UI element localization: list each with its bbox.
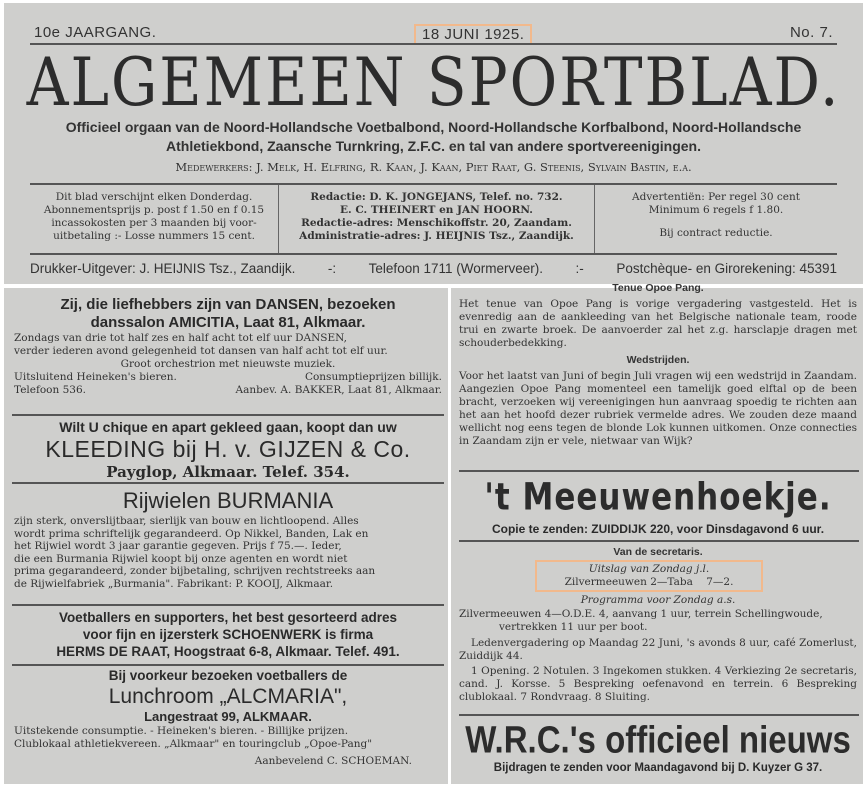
- publisher-line: [30, 261, 837, 276]
- info-line: Minimum 6 regels f 1.80.: [648, 204, 784, 216]
- ad-text: Consumptieprijzen billijk.: [304, 371, 442, 383]
- masthead-subtitle: [44, 118, 823, 156]
- separator: :-: [575, 261, 584, 276]
- ad-text: Aanbev. A. BAKKER, Laat 81, Alkmaar.: [235, 384, 442, 396]
- program-heading: Programma voor Zondag a.s.: [580, 594, 736, 606]
- paragraph: 1 Opening. 2 Notulen. 3 Ingekomen stukken. 4 Verkiezing 2e secretaris, cand. J. Korsse. 5 Bespreking oefenavond en terrein. 6 Bespreking clublokaal. 7 Rondvraag. 8 Sluiting.: [459, 665, 857, 703]
- ad-text: zijn sterk, onverslijtbaar, sierlijk van bouw en lichtloopend. Alles: [14, 515, 359, 527]
- advertisement-column: [4, 288, 448, 784]
- result-teams: Zilvermeeuwen 2—Taba: [564, 576, 693, 588]
- result-box: [537, 562, 761, 590]
- subtitle-line-2: Athletiekbond, Zaansche Turnkring, Z.F.C. en tal van andere sportvereenigingen.: [166, 138, 701, 154]
- ad-text: Uitsluitend Heineken's bieren.: [14, 371, 177, 383]
- postcheque: Postchèque- en Girorekening: 45391: [616, 261, 837, 276]
- separator: -:: [327, 261, 337, 276]
- editorial-info: [278, 185, 594, 253]
- section-heading: Wedstrijden.: [626, 354, 690, 366]
- ad-text: de Rijwielfabriek „Burmania". Fabrikant: P. KOOIJ, Alkmaar.: [14, 577, 334, 590]
- section-heading: Van de secretaris.: [613, 546, 703, 558]
- paragraph: Het tenue van Opoe Pang is vorige vergadering vastgesteld. Het is evenredig aan de aankleeding van het Belgische nationale team, roode trui en zwarte broek. De aanvoerder zal het z.g. harsclapje dragen met schouderbedekking.: [459, 298, 857, 349]
- contributions-address: Bijdragen te zenden voor Maandagavond bij D. Kuyzer G 37.: [493, 762, 823, 774]
- ad-amicitia: [14, 296, 442, 397]
- ad-text: Aanbevelend C. SCHOEMAN.: [254, 755, 412, 767]
- telephone: Telefoon 1711 (Wormerveer).: [368, 261, 543, 276]
- ad-burmania: [14, 487, 442, 590]
- info-line: Abonnementsprijs p. post f 1.50 en f 0.15: [43, 204, 265, 216]
- info-line: Administratie-adres: J. HEIJNIS Tsz., Zaandijk.: [299, 230, 574, 242]
- ad-title: Lunchroom „ALCMARIA",: [108, 685, 348, 708]
- ad-title: Rijwielen BURMANIA: [122, 488, 334, 513]
- ad-text: die een Burmania Rijwiel koopt bij onze agenten en wordt niet: [14, 552, 348, 565]
- copy-address: Copie te zenden: ZUIDDIJK 220, voor Dinsdagavond 6 uur.: [491, 522, 825, 536]
- info-line: uitbetaling :- Losse nummers 15 cent.: [53, 230, 255, 242]
- ad-text: Uitstekende consumptie. - Heineken's bieren. - Billijke prijzen.: [14, 725, 349, 737]
- result-line: [541, 576, 757, 589]
- ad-text-row: [14, 371, 442, 384]
- ad-headline: HERMS DE RAAT, Hoogstraat 6-8, Alkmaar. Telef. 491.: [56, 644, 400, 659]
- info-line: E. C. THEINERT en JAN HOORN.: [340, 204, 533, 216]
- ad-headline: Bij voorkeur bezoeken voetballers de: [108, 668, 348, 683]
- ad-headline: voor fijn en ijzersterk SCHOENWERK is firma: [82, 627, 374, 642]
- ad-divider: [12, 664, 444, 666]
- newspaper-title: ALGEMEEN SPORTBLAD.: [26, 43, 841, 122]
- ad-text: verder iederen avond gelegenheid tot dansen van half acht tot elf uur.: [14, 345, 388, 357]
- ad-divider: [12, 414, 444, 416]
- advertising-info: [594, 185, 837, 253]
- ad-schoenwerk: [14, 609, 442, 660]
- ad-divider: [12, 482, 444, 484]
- program-line: vertrekken 11 uur per boot.: [499, 621, 648, 633]
- info-box: [30, 183, 837, 255]
- result-heading: Uitslag van Zondag j.l.: [588, 563, 710, 575]
- ad-address: Langestraat 99, ALKMAAR.: [144, 709, 312, 724]
- info-line: incassokosten per 3 maanden bij voor-: [51, 217, 257, 229]
- column-divider: [459, 470, 859, 472]
- paragraph: Voor het laatst van Juni of begin Juli vragen wij een wedstrijd in Zaandam. Aangezien Opoe Pang momenteel een tamelijk goed elftal op de been bracht, verzoeken wij vereenigingen hun aanvraag spoedig te richten aan het aan het hoofd dezer rubriek vermelde adres. We zouden deze maand wellicht nog eens tegen de blonde Lok kunnen uitkomen. Onze connecties in Zaandam zijn er vele, nietwaar van Wijk?: [459, 370, 857, 447]
- column-divider: [459, 540, 859, 542]
- section-title: W.R.C.'s officieel nieuws: [465, 718, 851, 761]
- column-divider: [459, 714, 859, 716]
- jaargang: 10e JAARGANG.: [34, 24, 157, 41]
- info-line: Advertentiën: Per regel 30 cent: [632, 191, 800, 203]
- info-line: Bij contract reductie.: [659, 227, 773, 239]
- ad-text: wordt prima schriftelijk gegarandeerd. Op Nikkel, Banden, Lak en: [14, 527, 369, 540]
- ad-divider: [12, 604, 444, 606]
- program-line: Zilvermeeuwen 4—O.D.E. 4, aanvang 1 uur, terrein Schellingwoude,: [459, 608, 823, 620]
- info-line: Redactie: D. K. JONGEJANS, Telef. no. 732.: [310, 191, 563, 203]
- ad-text: Clublokaal athletiekvereen. „Alkmaar" en touringclub „Opoe-Pang": [14, 738, 373, 750]
- subtitle-line-1: Officieel orgaan van de Noord-Hollandsche Voetbalbond, Noord-Hollandsche Korfbalbond, Noord-Hollandsche: [65, 119, 802, 135]
- masthead-top-line: [34, 19, 833, 41]
- paragraph: Ledenvergadering op Maandag 22 Juni, 's avonds 8 uur, café Zomerlust, Zuiddijk 44.: [459, 637, 857, 662]
- result-highlight: [537, 562, 761, 590]
- ad-gijzen: [14, 419, 442, 481]
- ad-headline: Voetballers en supporters, het best gesorteerd adres: [58, 610, 398, 625]
- publisher: Drukker-Uitgever: J. HEIJNIS Tsz., Zaandijk.: [30, 261, 296, 276]
- ad-alcmaria: [14, 668, 442, 768]
- ad-text: het Rijwiel wordt 3 jaar garantie gegeven. Prijs f 75.—. Ieder,: [14, 540, 342, 552]
- section-title: 't Meeuwenhoekje.: [484, 476, 832, 520]
- ad-headline: danssalon AMICITIA, Laat 81, Alkmaar.: [90, 314, 366, 331]
- issue-date: 18 JUNI 1925.: [416, 26, 530, 43]
- subscription-info: [30, 185, 278, 253]
- issue-number: No. 7.: [789, 24, 833, 41]
- result-score: 7—2.: [706, 576, 734, 588]
- ad-text: prima gegarandeerd, zonder bijbetaling, schrijven rechtstreeks aan: [14, 565, 376, 577]
- news-column: [451, 282, 863, 784]
- ad-text-row: [14, 384, 442, 397]
- ad-text: Zondags van drie tot half zes en half acht tot elf uur DANSEN,: [14, 332, 347, 344]
- ad-title: KLEEDING bij H. v. GIJZEN & Co.: [45, 436, 411, 462]
- info-line: Redactie-adres: Menschikoffstr. 20, Zaandam.: [301, 217, 572, 229]
- medewerkers: Medewerkers: J. Melk, H. Elfring, R. Kaan, J. Kaan, Piet Raat, G. Steenis, Sylvain Bastin, e.a.: [175, 160, 692, 174]
- ad-address: Payglop, Alkmaar. Telef. 354.: [106, 463, 350, 481]
- section-heading: Tenue Opoe Pang.: [612, 282, 704, 294]
- ad-headline: Zij, die liefhebbers zijn van DANSEN, bezoeken: [60, 296, 396, 313]
- masthead: [4, 3, 863, 284]
- ad-text: Telefoon 536.: [14, 384, 86, 396]
- info-line: Dit blad verschijnt elken Donderdag.: [55, 191, 253, 203]
- ad-text: Groot orchestrion met nieuwste muziek.: [120, 358, 336, 370]
- ad-headline: Wilt U chique en apart gekleed gaan, koopt dan uw: [59, 419, 397, 435]
